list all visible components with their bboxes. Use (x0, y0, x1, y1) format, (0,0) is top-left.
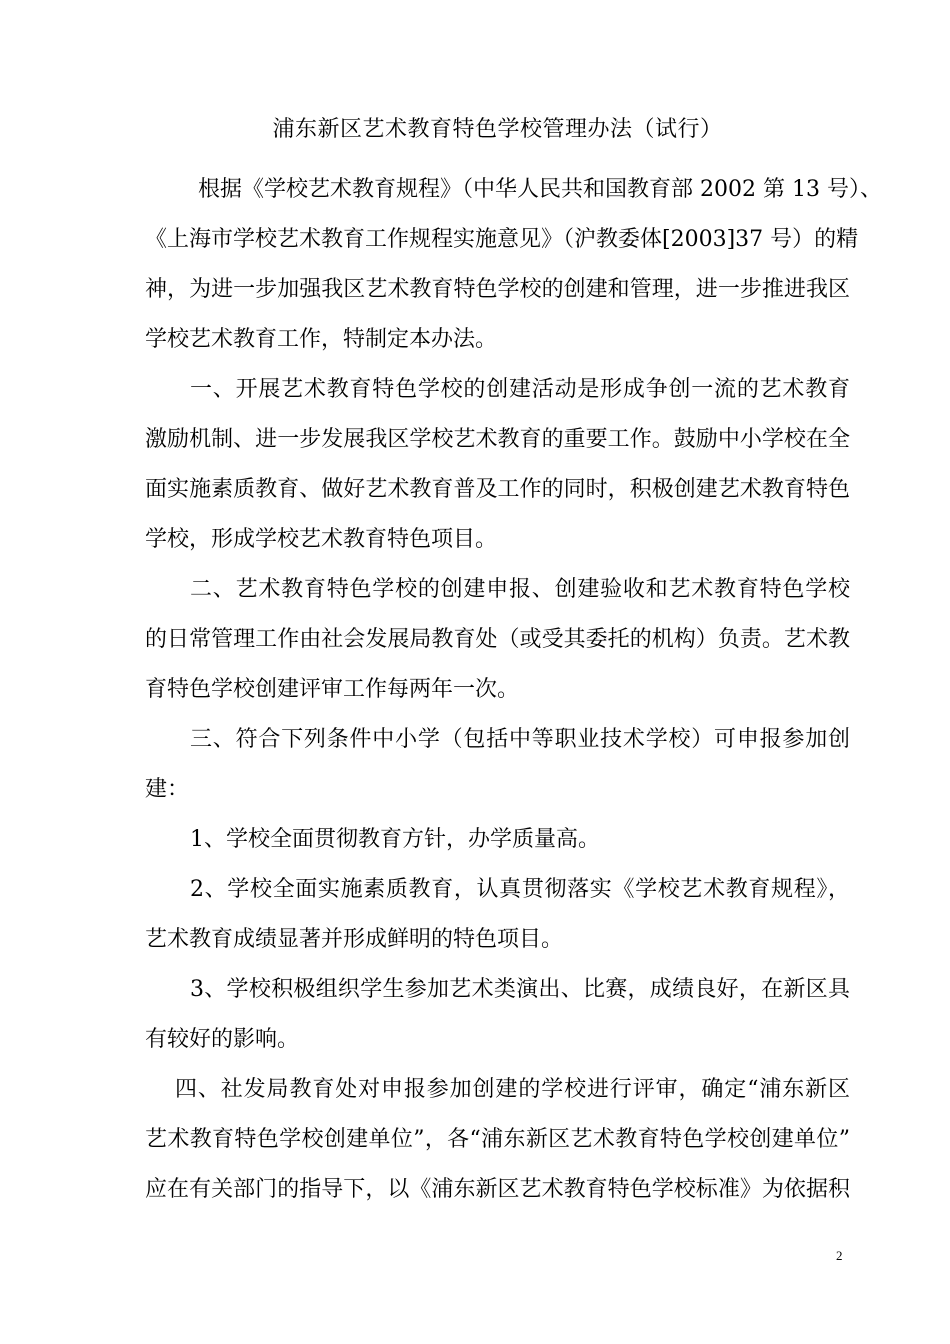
paragraph-line: 《上海市学校艺术教育工作规程实施意见》（沪教委体[2003]37 号）的精 (145, 227, 859, 252)
list-item-line: 有较好的影响。 (145, 1027, 300, 1052)
paragraph-line: 四、社发局教育处对申报参加创建的学校进行评审，确定“浦东新区 (175, 1077, 850, 1102)
list-item-line: 2、学校全面实施素质教育，认真贯彻落实《学校艺术教育规程》， (190, 877, 850, 902)
paragraph-line: 学校，形成学校艺术教育特色项目。 (145, 527, 498, 552)
list-item-line: 艺术教育成绩显著并形成鲜明的特色项目。 (145, 927, 564, 952)
paragraph-line: 育特色学校创建评审工作每两年一次。 (145, 677, 520, 702)
paragraph-line: 二、艺术教育特色学校的创建申报、创建验收和艺术教育特色学校 (190, 577, 850, 602)
document-title: 浦东新区艺术教育特色学校管理办法（试行） (272, 117, 723, 142)
paragraph-line: 一、开展艺术教育特色学校的创建活动是形成争创一流的艺术教育 (190, 377, 850, 402)
paragraph-line: 应在有关部门的指导下，以《浦东新区艺术教育特色学校标准》为依据积 (145, 1177, 850, 1202)
list-item-line: 1、学校全面贯彻教育方针，办学质量高。 (190, 827, 600, 852)
paragraph-line: 学校艺术教育工作，特制定本办法。 (145, 327, 498, 352)
paragraph-line: 神，为进一步加强我区艺术教育特色学校的创建和管理，进一步推进我区 (145, 277, 850, 302)
list-item-line: 3、学校积极组织学生参加艺术类演出、比赛，成绩良好，在新区具 (190, 977, 850, 1002)
page-number: 2 (836, 1248, 843, 1263)
paragraph-line: 三、符合下列条件中小学（包括中等职业技术学校）可申报参加创 (190, 727, 850, 752)
paragraph-line: 艺术教育特色学校创建单位”，各“浦东新区艺术教育特色学校创建单位” (145, 1127, 850, 1152)
paragraph-line: 建： (145, 777, 190, 802)
paragraph-line: 的日常管理工作由社会发展局教育处（或受其委托的机构）负责。艺术教 (145, 627, 850, 652)
paragraph-line: 根据《学校艺术教育规程》（中华人民共和国教育部 2002 第 13 号）、 (198, 177, 882, 202)
paragraph-line: 激励机制、进一步发展我区学校艺术教育的重要工作。鼓励中小学校在全 (145, 427, 850, 452)
paragraph-line: 面实施素质教育、做好艺术教育普及工作的同时，积极创建艺术教育特色 (145, 477, 850, 502)
